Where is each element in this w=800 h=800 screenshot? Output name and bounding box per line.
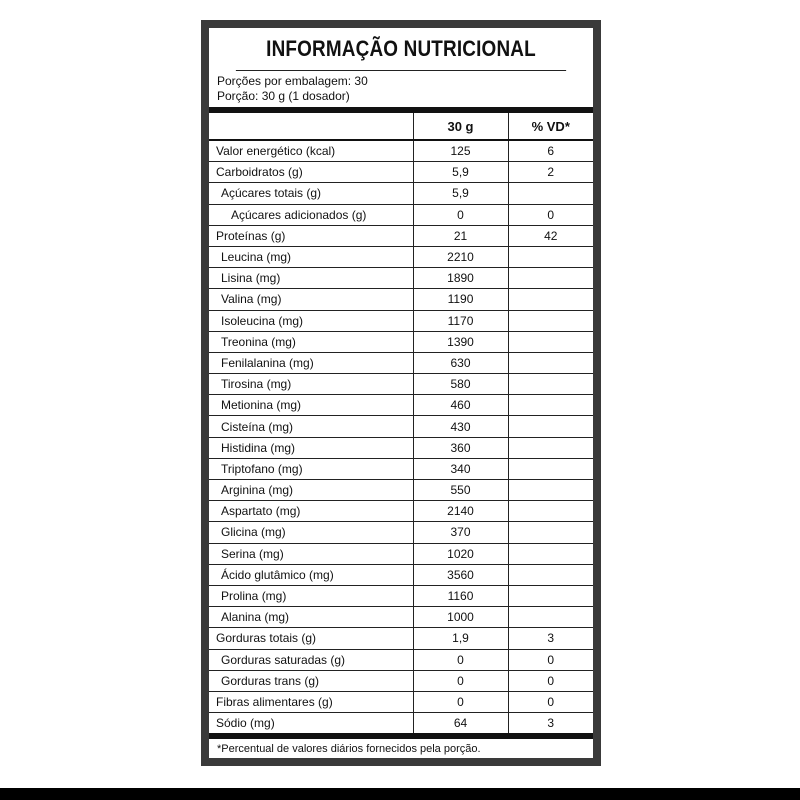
table-row (209, 437, 593, 458)
nutrient-amount: 5,9 (413, 183, 508, 204)
table-row (209, 204, 593, 225)
table-row (209, 162, 593, 183)
table-row (209, 458, 593, 479)
nutrition-label (209, 28, 593, 758)
nutrient-amount: 3560 (413, 564, 508, 585)
nutrient-amount: 64 (413, 713, 508, 734)
table-row (209, 585, 593, 606)
table-row (209, 670, 593, 691)
nutrient-amount: 0 (413, 649, 508, 670)
nutrient-daily-value: 0 (508, 691, 593, 712)
table-row (209, 183, 593, 204)
nutrient-amount: 2210 (413, 246, 508, 267)
nutrient-daily-value (508, 458, 593, 479)
nutrient-daily-value: 2 (508, 162, 593, 183)
nutrient-name: Valor energético (kcal) (209, 140, 413, 162)
nutrient-daily-value: 0 (508, 649, 593, 670)
servings-info (209, 71, 593, 107)
table-row (209, 331, 593, 352)
nutrient-name: Sódio (mg) (216, 716, 275, 731)
nutrient-daily-value (508, 543, 593, 564)
nutrition-rows (209, 140, 593, 733)
nutrient-amount: 2140 (413, 501, 508, 522)
nutrient-amount: 550 (413, 480, 508, 501)
nutrient-name: Açúcares adicionados (g) (209, 204, 413, 225)
nutrient-amount: 0 (413, 691, 508, 712)
nutrient-amount: 430 (413, 416, 508, 437)
table-row (209, 607, 593, 628)
nutrient-name: Aspartato (mg) (209, 501, 413, 522)
nutrient-name: Serina (mg) (209, 543, 413, 564)
nutrient-name: Açúcares totais (g) (209, 183, 413, 204)
nutrient-amount: 370 (413, 522, 508, 543)
nutrient-amount: 1000 (413, 607, 508, 628)
nutrient-name: Arginina (mg) (209, 480, 413, 501)
nutrient-daily-value (508, 395, 593, 416)
table-row (209, 713, 593, 734)
nutrient-amount: 1170 (413, 310, 508, 331)
nutrient-amount: 0 (413, 204, 508, 225)
table-row (209, 564, 593, 585)
table-header-row (209, 113, 593, 140)
nutrient-daily-value (508, 374, 593, 395)
nutrient-name: Leucina (mg) (209, 246, 413, 267)
nutrient-amount: 460 (413, 395, 508, 416)
nutrient-daily-value: 0 (508, 670, 593, 691)
nutrient-daily-value (508, 246, 593, 267)
nutrient-name: Treonina (mg) (209, 331, 413, 352)
nutrient-name: Fibras alimentares (g) (209, 691, 413, 712)
nutrient-amount: 1160 (413, 585, 508, 606)
nutrient-name: Glicina (mg) (209, 522, 413, 543)
nutrient-name: Histidina (mg) (209, 437, 413, 458)
nutrient-daily-value: 42 (508, 225, 593, 246)
nutrient-daily-value (508, 289, 593, 310)
bottom-bar (0, 788, 800, 800)
footnote: *Percentual de valores diários fornecidos pela porção. (217, 743, 481, 756)
nutrient-amount: 340 (413, 458, 508, 479)
nutrient-name: Valina (mg) (209, 289, 413, 310)
nutrient-amount: 630 (413, 352, 508, 373)
table-row (209, 501, 593, 522)
nutrient-amount: 125 (413, 140, 508, 162)
servings-per-package: Porções por embalagem: 30 (217, 74, 368, 88)
nutrient-daily-value (508, 522, 593, 543)
nutrient-daily-value (508, 352, 593, 373)
header-amount: 30 g (413, 113, 508, 140)
nutrient-amount: 1190 (413, 289, 508, 310)
nutrient-name: Carboidratos (g) (209, 162, 413, 183)
nutrient-daily-value (508, 416, 593, 437)
nutrient-name: Gorduras saturadas (g) (209, 649, 413, 670)
nutrient-daily-value (508, 501, 593, 522)
nutrient-daily-value (508, 437, 593, 458)
nutrient-amount: 5,9 (413, 162, 508, 183)
table-row (209, 628, 593, 649)
nutrient-name: Gorduras trans (g) (209, 670, 413, 691)
serving-size: Porção: 30 g (1 dosador) (217, 89, 350, 103)
nutrient-daily-value (508, 564, 593, 585)
nutrient-name: Tirosina (mg) (209, 374, 413, 395)
nutrition-table (209, 113, 593, 733)
table-row (209, 649, 593, 670)
nutrient-name: Ácido glutâmico (mg) (209, 564, 413, 585)
header-daily-value: % VD* (508, 113, 593, 140)
nutrient-name: Alanina (mg) (209, 607, 413, 628)
nutrient-daily-value (508, 331, 593, 352)
nutrient-daily-value (508, 310, 593, 331)
nutrient-amount: 1390 (413, 331, 508, 352)
nutrient-daily-value (508, 585, 593, 606)
nutrient-amount: 580 (413, 374, 508, 395)
nutrient-amount: 0 (413, 670, 508, 691)
table-row (209, 691, 593, 712)
nutrient-name: Prolina (mg) (209, 585, 413, 606)
table-row (209, 416, 593, 437)
table-row (209, 310, 593, 331)
nutrient-name: Gorduras totais (g) (209, 628, 413, 649)
nutrient-name: Proteínas (g) (209, 225, 413, 246)
label-title: INFORMAÇÃO NUTRICIONAL (236, 28, 566, 71)
nutrient-daily-value (508, 183, 593, 204)
table-row (209, 543, 593, 564)
nutrient-daily-value: 6 (508, 140, 593, 162)
nutrient-name: Cisteína (mg) (209, 416, 413, 437)
table-row (209, 289, 593, 310)
table-row (209, 140, 593, 162)
nutrient-amount: 360 (413, 437, 508, 458)
nutrient-name: Fenilalanina (mg) (209, 352, 413, 373)
table-row (209, 268, 593, 289)
nutrient-daily-value: 3 (508, 713, 593, 734)
table-row (209, 395, 593, 416)
nutrient-daily-value (508, 607, 593, 628)
nutrient-amount: 1890 (413, 268, 508, 289)
table-row (209, 374, 593, 395)
nutrient-name: Lisina (mg) (209, 268, 413, 289)
nutrient-daily-value: 3 (508, 628, 593, 649)
nutrient-amount: 1020 (413, 543, 508, 564)
nutrient-daily-value: 0 (508, 204, 593, 225)
nutrient-name: Metionina (mg) (209, 395, 413, 416)
nutrient-name: Isoleucina (mg) (209, 310, 413, 331)
table-row (209, 522, 593, 543)
header-nutrient (209, 113, 413, 140)
table-row (209, 225, 593, 246)
nutrient-daily-value (508, 268, 593, 289)
nutrient-name: Triptofano (mg) (209, 458, 413, 479)
nutrition-label-frame (201, 20, 601, 766)
nutrient-daily-value (508, 480, 593, 501)
nutrient-amount: 21 (413, 225, 508, 246)
nutrient-amount: 1,9 (413, 628, 508, 649)
table-row (209, 246, 593, 267)
table-row (209, 352, 593, 373)
table-row (209, 480, 593, 501)
